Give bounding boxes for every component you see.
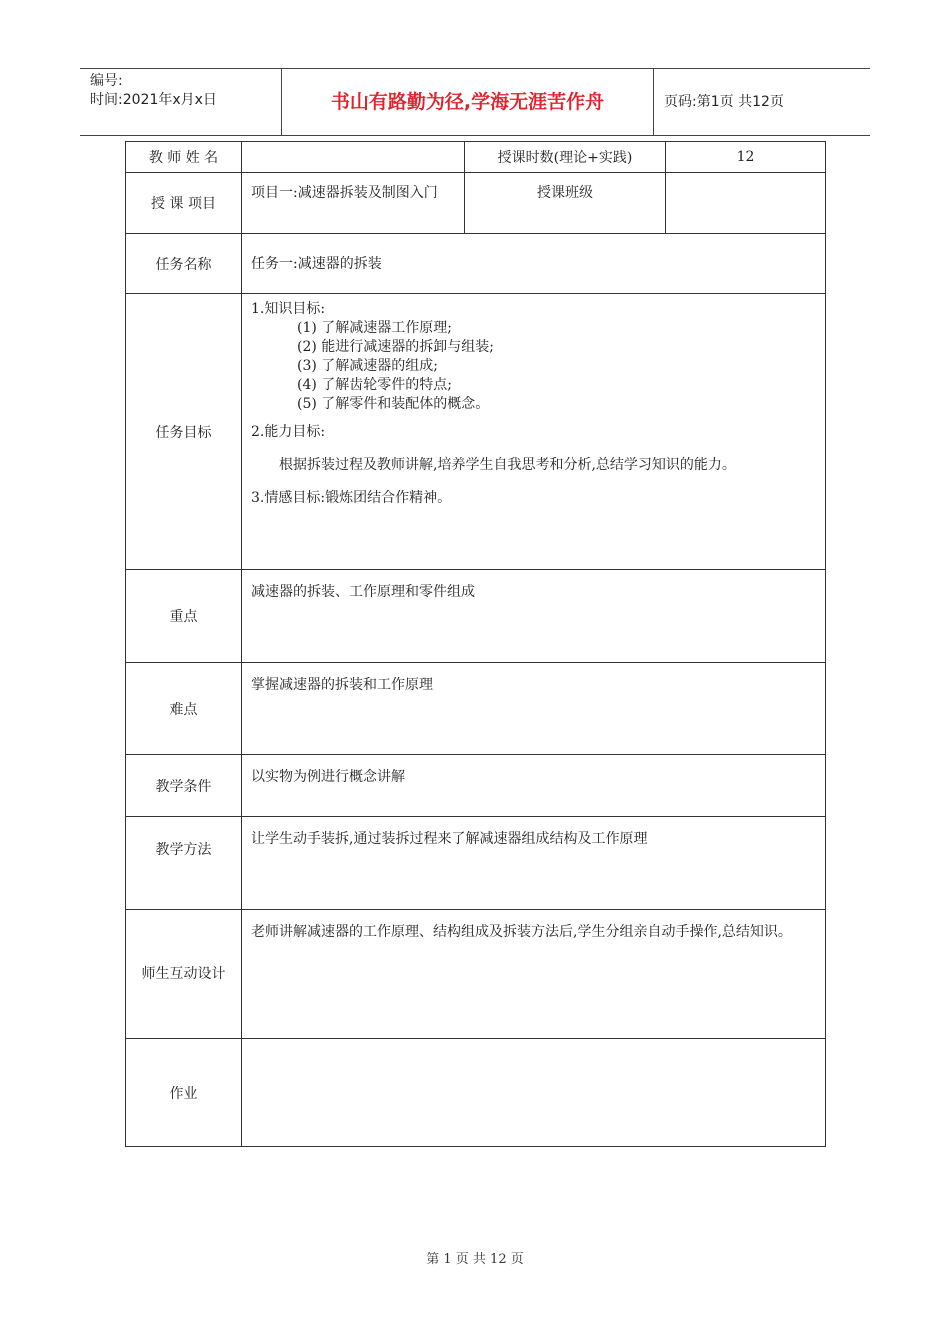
difficulty-value: 掌握减速器的拆装和工作原理 xyxy=(242,663,826,755)
condition-value: 以实物为例进行概念讲解 xyxy=(242,755,826,817)
class-value xyxy=(666,173,826,234)
project-label: 授 课 项目 xyxy=(126,173,242,234)
method-label: 教学方法 xyxy=(126,817,242,910)
ability-text: 根据拆装过程及教师讲解,培养学生自我思考和分析,总结学习知识的能力。 xyxy=(279,457,736,473)
emotion-goal: 3.情感目标:锻炼团结合作精神。 xyxy=(251,490,452,506)
task-goal-content xyxy=(242,294,826,570)
knowledge-item: (1) 了解减速器工作原理; xyxy=(297,320,452,336)
hours-label: 授课时数(理论+实践) xyxy=(465,142,666,173)
page-footer: 第 1 页 共 12 页 xyxy=(426,1252,524,1267)
homework-label: 作业 xyxy=(126,1039,242,1147)
header-page-info: 页码:第1页 共12页 xyxy=(664,94,784,110)
knowledge-item: (2) 能进行减速器的拆卸与组装; xyxy=(297,339,494,355)
task-goal-label: 任务目标 xyxy=(126,294,242,570)
interaction-label: 师生互动设计 xyxy=(126,910,242,1039)
key-label: 重点 xyxy=(126,570,242,663)
difficulty-label: 难点 xyxy=(126,663,242,755)
lesson-plan-table xyxy=(125,141,826,1147)
knowledge-item: (3) 了解减速器的组成; xyxy=(297,358,438,374)
method-value: 让学生动手装拆,通过装拆过程来了解减速器组成结构及工作原理 xyxy=(242,817,826,910)
header-meta xyxy=(80,69,282,135)
knowledge-item: (5) 了解零件和装配体的概念。 xyxy=(297,396,490,412)
interaction-value: 老师讲解减速器的工作原理、结构组成及拆装方法后,学生分组亲自动手操作,总结知识。 xyxy=(242,910,826,1039)
key-value: 减速器的拆装、工作原理和零件组成 xyxy=(242,570,826,663)
teacher-value xyxy=(242,142,465,173)
ability-title: 2.能力目标: xyxy=(251,424,326,440)
hours-value: 12 xyxy=(666,142,826,173)
teacher-label: 教 师 姓 名 xyxy=(126,142,242,173)
task-name-label: 任务名称 xyxy=(126,234,242,294)
time-label: 时间:2021年x月x日 xyxy=(90,92,217,108)
knowledge-title: 1.知识目标: xyxy=(251,301,326,317)
document-header xyxy=(80,68,870,136)
homework-value xyxy=(242,1039,826,1147)
project-value: 项目一:减速器拆装及制图入门 xyxy=(242,173,465,234)
condition-label: 教学条件 xyxy=(126,755,242,817)
number-label: 编号: xyxy=(90,73,123,89)
task-name-value: 任务一:减速器的拆装 xyxy=(242,234,826,294)
header-motto: 书山有路勤为径,学海无涯苦作舟 xyxy=(282,69,654,135)
class-label: 授课班级 xyxy=(465,173,666,234)
knowledge-item: (4) 了解齿轮零件的特点; xyxy=(297,377,452,393)
